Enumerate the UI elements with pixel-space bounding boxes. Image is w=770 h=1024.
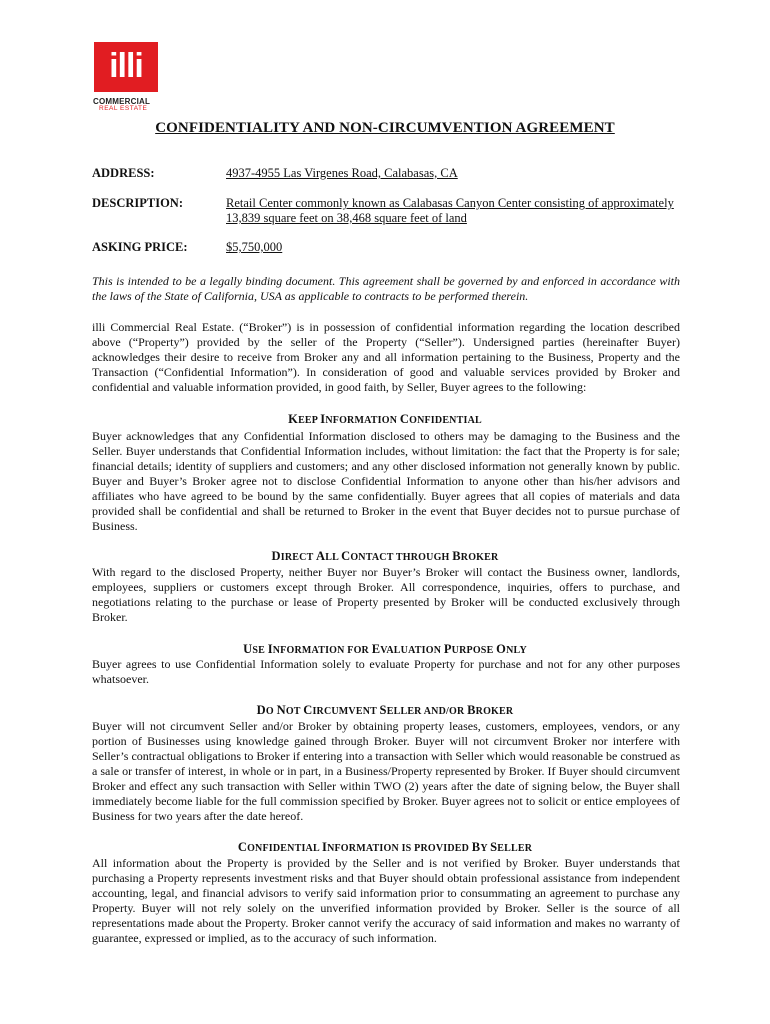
- asking-price-label: ASKING PRICE:: [92, 240, 188, 254]
- address-label: ADDRESS:: [92, 166, 155, 180]
- section-body-provided-by-seller: All information about the Property is provided by the Seller and is not verified by Broker. Buyer understands that purchasing a Property represents investment risks and that Buyer should obtain professional assistance from independent accounting, legal, and financial advisors to verify said information prior to consummating an agreement to purchase any Property. Buyer will not rely solely on the unverified information provided by Broker. Seller is the source of all representations made about the Property. Broker cannot verify the accuracy of said information and makes no warranty of guarantee, expressed or implied, as to the accuracy of such information.: [92, 856, 680, 945]
- logo-mark-text: illi: [109, 47, 143, 85]
- section-heading-evaluation-purpose: USE INFORMATION FOR EVALUATION PURPOSE ONLY: [243, 642, 527, 656]
- section-heading-provided-by-seller: CONFIDENTIAL INFORMATION IS PROVIDED BY SELLER: [237, 840, 533, 854]
- address-value: 4937-4955 Las Virgenes Road, Calabasas, CA: [226, 166, 458, 180]
- logo-line-commercial: COMMERCIAL: [93, 97, 151, 106]
- company-logo: [90, 42, 162, 112]
- section-body-do-not-circumvent: Buyer will not circumvent Seller and/or Broker by obtaining property leases, customers, employees, vendors, or any portion of Businesses using knowledge gained through Broker. Buyer will not circumvent Broker nor interfere with Seller’s contractual obligations to Broker if entering into a transaction with Seller which would reasonable be construed as a sale or transfer of interest, in whole or in part, in a Business/Property represented by Broker. If Buyer should circumvent Broker and effect any such transaction with Seller within TWO (2) years after the date of signing below, the Buyer shall immediately become liable for the full commission specified by Broker. Buyer agrees not to solicit or entice employees of Business for two years after the date hereof.: [92, 719, 680, 823]
- section-heading-keep-confidential: KEEP INFORMATION CONFIDENTIAL: [288, 412, 482, 426]
- logo-mark: [94, 42, 158, 92]
- legal-notice: This is intended to be a legally binding document. This agreement shall be governed by and enforced in accordance with the laws of the State of California, USA as applicable to contracts to be performed therein.: [92, 274, 680, 303]
- document-title: CONFIDENTIALITY AND NON-CIRCUMVENTION AGREEMENT: [155, 120, 615, 136]
- description-value: Retail Center commonly known as Calabasas Canyon Center consisting of approximately 13,839 square feet on 38,468 square feet of land: [226, 196, 674, 225]
- section-body-keep-confidential: Buyer acknowledges that any Confidential Information disclosed to others may be damaging to the Business and the Seller. Buyer understands that Confidential Information includes, without limitation: the fact that the Property is for sale; financial details; identity of suppliers and customers; and any other disclosed information not generally known by public. Buyer and Buyer’s Broker agree not to disclose Confidential Information to anyone other than his/her advisors and affiliates who have agreed to be bound by the same confidentially. Buyer agrees that all copies of materials and data provided shall be confidential and shall be returned to Broker in the event that Buyer decides not to pursue purchase of Business.: [92, 429, 680, 533]
- section-body-evaluation-purpose: Buyer agrees to use Confidential Information solely to evaluate Property for purchase and not for any other purposes whatsoever.: [92, 657, 680, 686]
- intro-paragraph: illi Commercial Real Estate. (“Broker”) is in possession of confidential information regarding the location described above (“Property”) provided by the seller of the Property (“Seller”). Undersigned parties (hereinafter Buyer) acknowledges their desire to receive from Broker any and all information pertaining to the Business, Property and the Transaction (“Confidential Information”). In consideration of good and valuable services provided by Broker and confidential and valuable information provided, in good faith, by Seller, Buyer agrees to the following:: [92, 320, 680, 394]
- asking-price-value: $5,750,000: [226, 240, 283, 254]
- section-heading-direct-contact: DIRECT ALL CONTACT THROUGH BROKER: [271, 549, 499, 563]
- section-heading-do-not-circumvent: DO NOT CIRCUMVENT SELLER AND/OR BROKER: [256, 703, 514, 717]
- description-label: DESCRIPTION:: [92, 196, 183, 210]
- logo-line-real-estate: REAL ESTATE: [99, 105, 148, 112]
- section-body-direct-contact: With regard to the disclosed Property, neither Buyer nor Buyer’s Broker will contact the Business owner, landlords, employees, suppliers or customers except through Broker. All correspondence, inquiries, offers to purchase, and negotiations relating to the purchase or lease of Property presented by Broker will be conducted exclusively through Broker.: [92, 565, 680, 624]
